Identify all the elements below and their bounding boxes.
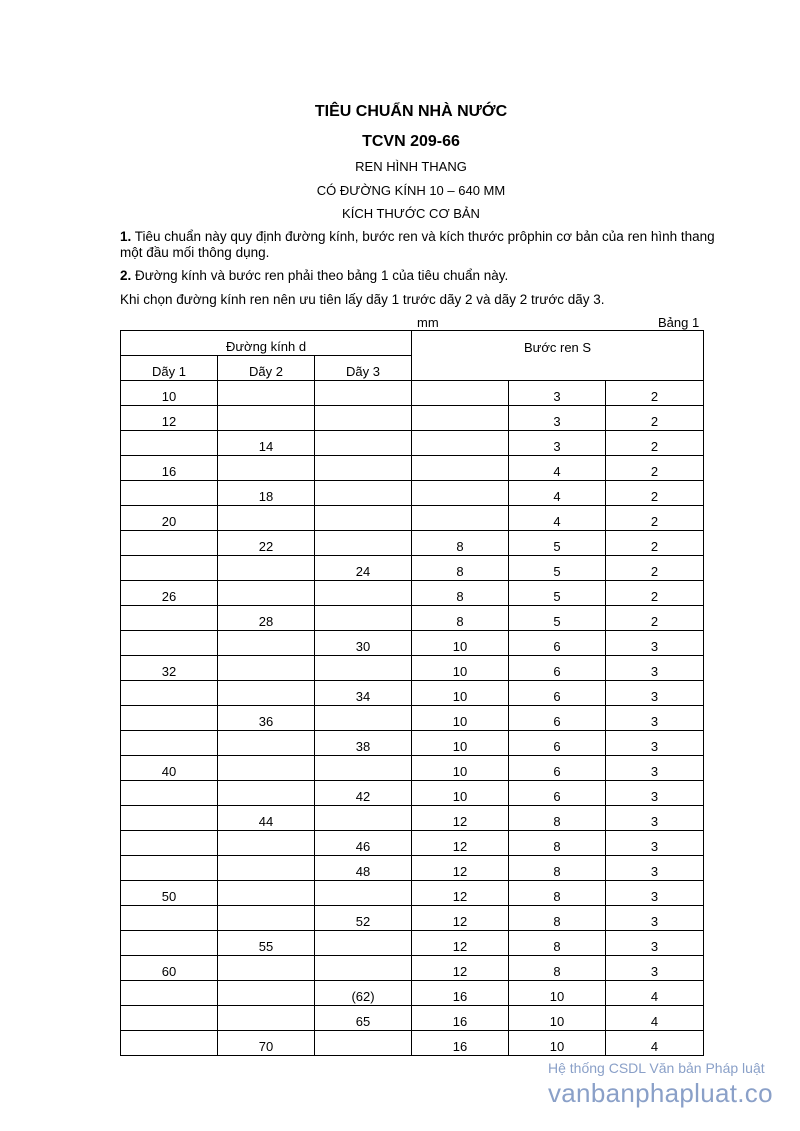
table-cell — [315, 1031, 412, 1056]
table-cell: 2 — [606, 506, 704, 531]
table-row — [121, 681, 704, 706]
table-cell: 3 — [606, 631, 704, 656]
table-cell: 8 — [509, 831, 606, 856]
table-cell: 10 — [412, 656, 509, 681]
table-row — [121, 606, 704, 631]
table-cell: 8 — [412, 556, 509, 581]
table-cell: 4 — [606, 1031, 704, 1056]
table-cell: 5 — [509, 606, 606, 631]
table-cell: 12 — [121, 406, 218, 431]
paragraph-1-number: 1. — [120, 229, 132, 244]
table-label: Bảng 1 — [658, 315, 700, 330]
table-cell — [121, 781, 218, 806]
table-cell — [218, 406, 315, 431]
table-cell — [121, 556, 218, 581]
table-row — [121, 956, 704, 981]
table-cell — [315, 606, 412, 631]
table-cell — [412, 406, 509, 431]
table-cell — [315, 506, 412, 531]
table-cell — [218, 956, 315, 981]
table-cell — [121, 981, 218, 1006]
table-cell: 2 — [606, 606, 704, 631]
table-cell: 44 — [218, 806, 315, 831]
table-cell — [218, 556, 315, 581]
table-cell — [315, 931, 412, 956]
table-cell: 8 — [509, 906, 606, 931]
table-cell — [412, 456, 509, 481]
table-cell: 8 — [412, 581, 509, 606]
table-cell: 10 — [412, 631, 509, 656]
table-cell: 4 — [509, 506, 606, 531]
table-cell: 3 — [606, 831, 704, 856]
paragraph-1-text: Tiêu chuẩn này quy định đường kính, bước ren và kích thước prôphin cơ bản của ren hình thang một đầu mối thông dụng. — [120, 229, 715, 260]
header-pitch: Bước ren S — [412, 331, 704, 381]
table-cell: 12 — [412, 881, 509, 906]
table-row — [121, 406, 704, 431]
table-cell: 42 — [315, 781, 412, 806]
table-row — [121, 781, 704, 806]
table-cell: 3 — [509, 431, 606, 456]
table-cell — [218, 881, 315, 906]
table-cell — [121, 1031, 218, 1056]
table-cell: 6 — [509, 756, 606, 781]
table-cell: 4 — [606, 981, 704, 1006]
table-cell: 24 — [315, 556, 412, 581]
subtitle-2: CÓ ĐƯỜNG KÍNH 10 – 640 MM — [316, 183, 506, 198]
table-cell: 8 — [509, 806, 606, 831]
watermark-line2: vanbanphapluat.co — [548, 1078, 773, 1108]
table-cell: 16 — [412, 1006, 509, 1031]
paragraph-3: Khi chọn đường kính ren nên ưu tiên lấy dãy 1 trước dãy 2 và dãy 2 trước dãy 3. — [120, 292, 605, 307]
table-cell — [315, 581, 412, 606]
table-cell: 55 — [218, 931, 315, 956]
table-row — [121, 456, 704, 481]
table-row — [121, 506, 704, 531]
table-cell — [315, 531, 412, 556]
table-cell: 60 — [121, 956, 218, 981]
table-cell: 46 — [315, 831, 412, 856]
table-cell: 10 — [412, 756, 509, 781]
table-cell: 2 — [606, 531, 704, 556]
table-row — [121, 481, 704, 506]
table-cell: 3 — [606, 906, 704, 931]
table-cell: 3 — [606, 781, 704, 806]
table-cell — [315, 756, 412, 781]
table-cell: 2 — [606, 456, 704, 481]
table-cell: 12 — [412, 831, 509, 856]
table-cell — [315, 456, 412, 481]
table-cell — [218, 656, 315, 681]
table-cell — [315, 881, 412, 906]
table-cell: 6 — [509, 781, 606, 806]
table-cell — [121, 856, 218, 881]
table-cell: 10 — [509, 1031, 606, 1056]
table-cell: 8 — [509, 956, 606, 981]
table-cell — [121, 481, 218, 506]
table-cell — [412, 381, 509, 406]
table-cell: 50 — [121, 881, 218, 906]
table-cell: 8 — [412, 606, 509, 631]
table-cell: (62) — [315, 981, 412, 1006]
table-row — [121, 706, 704, 731]
table-row — [121, 556, 704, 581]
table-cell: 8 — [412, 531, 509, 556]
table-cell: 3 — [606, 881, 704, 906]
table-cell: 34 — [315, 681, 412, 706]
table-cell: 12 — [412, 956, 509, 981]
table-cell: 3 — [606, 656, 704, 681]
table-cell — [315, 481, 412, 506]
table-cell — [218, 856, 315, 881]
table-cell: 6 — [509, 656, 606, 681]
table-cell — [121, 431, 218, 456]
paragraph-2 — [120, 268, 720, 284]
table-cell: 8 — [509, 881, 606, 906]
table-cell — [218, 831, 315, 856]
table-cell: 6 — [509, 731, 606, 756]
table-cell: 10 — [121, 381, 218, 406]
table-cell — [218, 681, 315, 706]
header-series-3: Dãy 3 — [315, 356, 412, 381]
table-row — [121, 381, 704, 406]
header-diameter: Đường kính d — [121, 331, 412, 356]
table-cell: 10 — [509, 981, 606, 1006]
table-cell: 16 — [412, 1031, 509, 1056]
table-cell: 65 — [315, 1006, 412, 1031]
table-cell: 2 — [606, 381, 704, 406]
standard-number: TCVN 209-66 — [362, 133, 460, 150]
table-row — [121, 1006, 704, 1031]
table-cell: 3 — [606, 931, 704, 956]
table-cell: 48 — [315, 856, 412, 881]
table-row — [121, 756, 704, 781]
header-series-2: Dãy 2 — [218, 356, 315, 381]
table-cell — [315, 956, 412, 981]
table-row — [121, 531, 704, 556]
table-cell: 3 — [606, 806, 704, 831]
table-cell — [218, 381, 315, 406]
table-cell: 5 — [509, 531, 606, 556]
table-cell — [315, 706, 412, 731]
table-cell — [121, 606, 218, 631]
table-cell: 6 — [509, 706, 606, 731]
table-cell: 14 — [218, 431, 315, 456]
table-cell — [121, 806, 218, 831]
header-series-1: Dãy 1 — [121, 356, 218, 381]
table-cell: 3 — [606, 681, 704, 706]
paragraph-1 — [120, 229, 720, 261]
subtitle-1: REN HÌNH THANG — [355, 159, 467, 174]
table-cell — [412, 481, 509, 506]
table-cell: 12 — [412, 806, 509, 831]
table-cell: 30 — [315, 631, 412, 656]
table-cell: 28 — [218, 606, 315, 631]
table-row — [121, 981, 704, 1006]
table-cell: 2 — [606, 481, 704, 506]
table-cell: 8 — [509, 931, 606, 956]
table-cell: 12 — [412, 906, 509, 931]
table-row — [121, 931, 704, 956]
table-cell — [121, 1006, 218, 1031]
table-cell: 5 — [509, 581, 606, 606]
table-row — [121, 1031, 704, 1056]
table-cell: 4 — [509, 481, 606, 506]
watermark-line1: Hệ thống CSDL Văn bản Pháp luật — [548, 1060, 765, 1076]
table-row — [121, 431, 704, 456]
table-cell — [218, 906, 315, 931]
table-row — [121, 856, 704, 881]
table-cell — [315, 431, 412, 456]
paragraph-2-number: 2. — [120, 268, 132, 283]
table-cell: 2 — [606, 406, 704, 431]
table-cell — [121, 931, 218, 956]
table-cell: 32 — [121, 656, 218, 681]
table-cell: 3 — [509, 381, 606, 406]
table-cell: 10 — [412, 706, 509, 731]
table-cell: 10 — [412, 731, 509, 756]
table-cell: 3 — [606, 706, 704, 731]
thread-table — [120, 330, 704, 1056]
table-cell: 52 — [315, 906, 412, 931]
table-cell: 6 — [509, 681, 606, 706]
table-cell — [218, 631, 315, 656]
table-cell: 5 — [509, 556, 606, 581]
paragraph-2-text: Đường kính và bước ren phải theo bảng 1 của tiêu chuẩn này. — [131, 268, 509, 283]
table-cell: 2 — [606, 556, 704, 581]
table-cell — [315, 406, 412, 431]
table-cell: 16 — [121, 456, 218, 481]
table-cell — [218, 731, 315, 756]
table-cell: 2 — [606, 581, 704, 606]
table-cell — [121, 906, 218, 931]
table-cell — [121, 706, 218, 731]
table-cell: 10 — [412, 781, 509, 806]
table-cell — [218, 581, 315, 606]
table-cell: 4 — [606, 1006, 704, 1031]
table-unit: mm — [417, 315, 439, 330]
table-cell — [218, 506, 315, 531]
table-cell — [121, 531, 218, 556]
table-cell: 38 — [315, 731, 412, 756]
table-cell: 3 — [606, 856, 704, 881]
table-cell — [218, 781, 315, 806]
table-cell: 70 — [218, 1031, 315, 1056]
table-row — [121, 631, 704, 656]
table-cell: 18 — [218, 481, 315, 506]
table-cell — [218, 1006, 315, 1031]
table-cell: 8 — [509, 856, 606, 881]
table-cell — [121, 731, 218, 756]
table-cell: 2 — [606, 431, 704, 456]
table-row — [121, 881, 704, 906]
table-cell — [412, 506, 509, 531]
table-cell: 3 — [606, 731, 704, 756]
table-cell — [218, 981, 315, 1006]
table-cell — [121, 681, 218, 706]
table-cell: 36 — [218, 706, 315, 731]
table-cell: 4 — [509, 456, 606, 481]
table-cell — [315, 656, 412, 681]
table-cell: 12 — [412, 856, 509, 881]
document-title: TIÊU CHUẨN NHÀ NƯỚC — [314, 103, 508, 120]
table-cell: 12 — [412, 931, 509, 956]
table-row — [121, 906, 704, 931]
table-cell: 16 — [412, 981, 509, 1006]
table-cell — [121, 831, 218, 856]
table-cell: 10 — [509, 1006, 606, 1031]
table-cell: 6 — [509, 631, 606, 656]
table-cell — [412, 431, 509, 456]
table-cell: 22 — [218, 531, 315, 556]
table-cell — [121, 631, 218, 656]
table-cell — [315, 806, 412, 831]
table-cell: 40 — [121, 756, 218, 781]
table-row — [121, 731, 704, 756]
table-cell: 3 — [509, 406, 606, 431]
table-cell: 3 — [606, 956, 704, 981]
table-cell — [315, 381, 412, 406]
subtitle-3: KÍCH THƯỚC CƠ BẢN — [342, 206, 480, 221]
table-row — [121, 581, 704, 606]
table-cell: 3 — [606, 756, 704, 781]
table-row — [121, 806, 704, 831]
table-cell: 20 — [121, 506, 218, 531]
table-row — [121, 656, 704, 681]
table-row — [121, 831, 704, 856]
table-cell: 10 — [412, 681, 509, 706]
table-cell — [218, 756, 315, 781]
table-cell: 26 — [121, 581, 218, 606]
table-cell — [218, 456, 315, 481]
